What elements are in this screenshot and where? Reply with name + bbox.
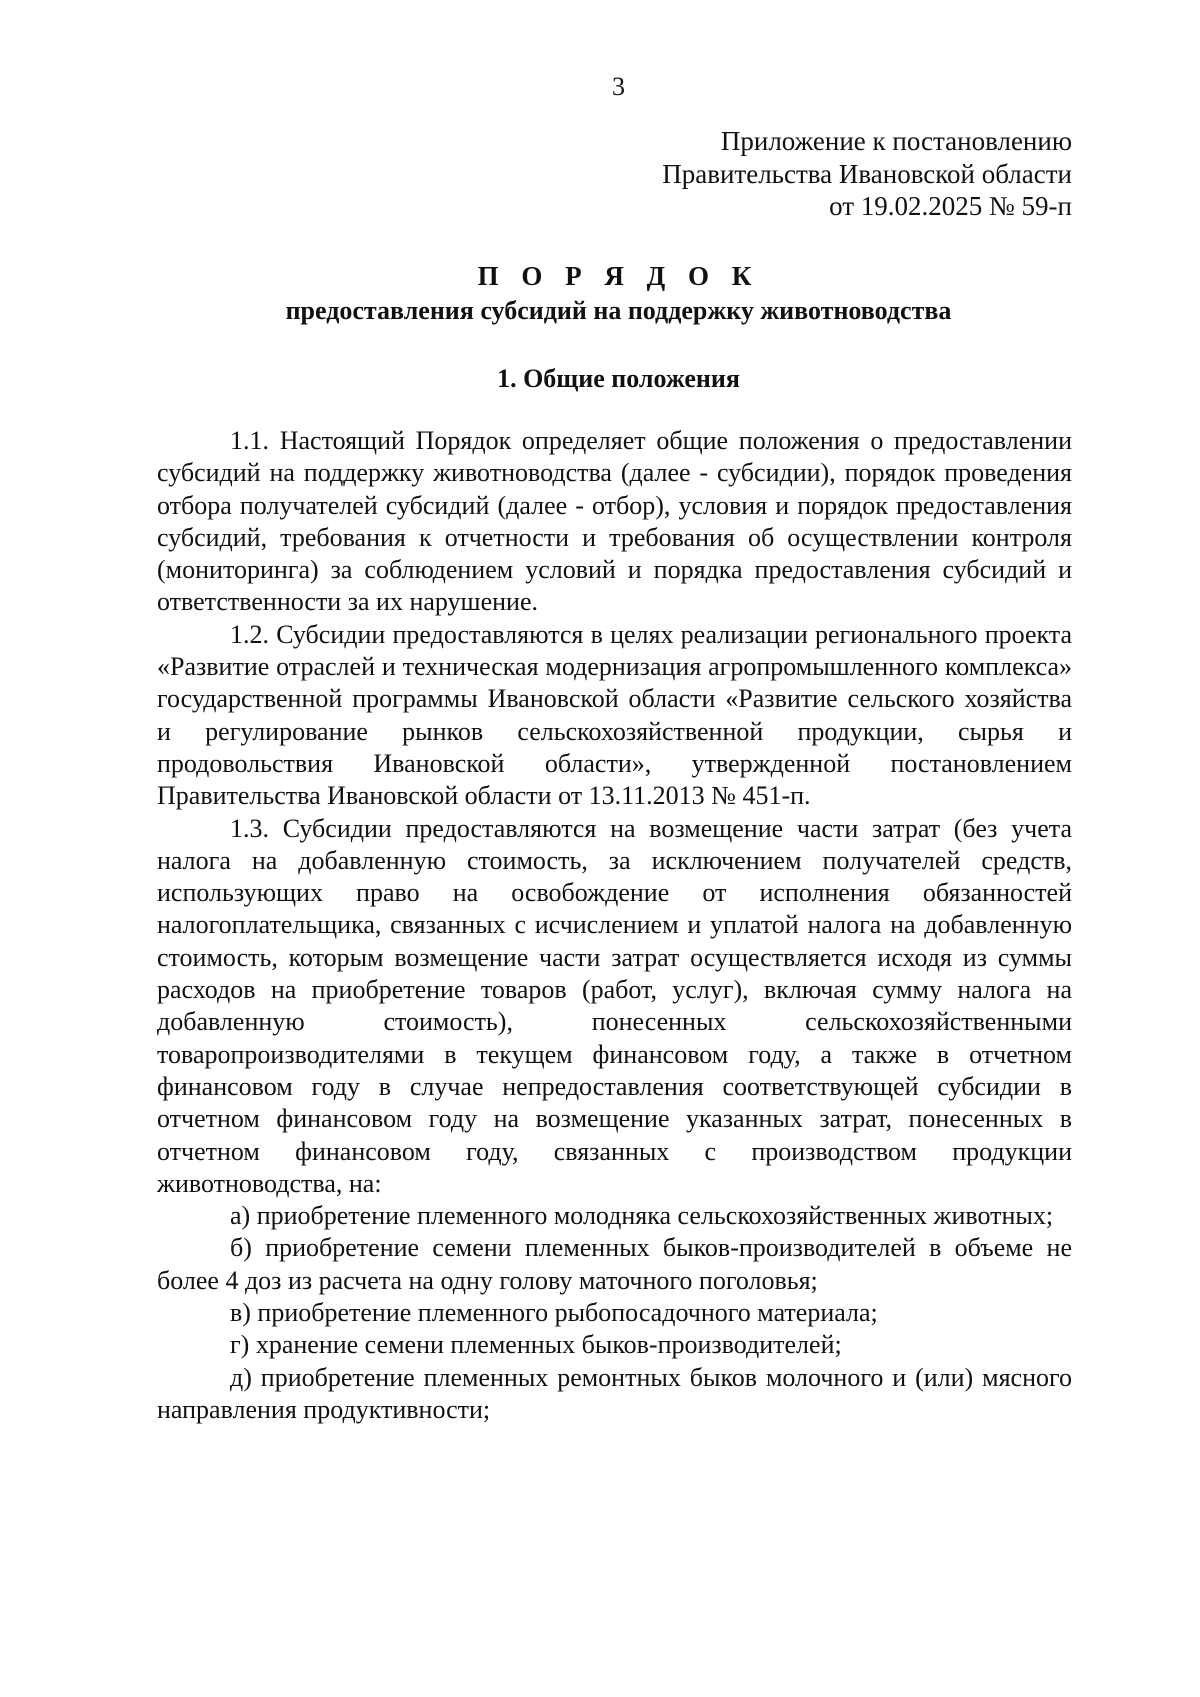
section-heading: 1. Общие положения (497, 364, 740, 393)
appendix-reference (662, 125, 1072, 223)
paragraph-1-2: 1.2. Субсидии предоставляются в целях реализации регионального проекта «Развитие отраслей и техническая модернизация агропромышленного комплекса» государственной программы Ивановской области «Развитие сельского хозяйства и регулирование рынков сельскохозяйственной продукции, сырья и продовольствия Ивановской области», утвержденной постановлением Правительства Ивановской области от 13.11.2013 № 451-п. (157, 619, 1072, 811)
paragraph-1-3: 1.3. Субсидии предоставляются на возмещение части затрат (без учета налога на добавленную стоимость, за исключением получателей средств, использующих право на освобождение от исполнения обязанностей налогоплательщика, связанных с исчислением и уплатой налога на добавленную стоимость, которым возмещение части затрат осуществляется исходя из суммы расходов на приобретение товаров (работ, услуг), включая сумму налога на добавленную стоимость), понесенных сельскохозяйственными товаропроизводителями в текущем финансовом году, а также в отчетном финансовом году в случае непредоставления соответствующей субсидии в отчетном финансовом году на возмещение указанных затрат, понесенных в отчетном финансовом году, связанных с производством продукции животноводства, на: (157, 813, 1072, 1198)
page-number: 3 (612, 72, 625, 101)
appendix-line-2: Правительства Ивановской области (662, 158, 1072, 189)
appendix-line-1: Приложение к постановлению (720, 126, 1072, 156)
list-item-v: в) приобретение племенного рыбопосадочного материала; (230, 1298, 878, 1328)
list-item-d: д) приобретение племенных ремонтных быков молочного и (или) мясного направления продуктивности; (157, 1362, 1072, 1424)
document-title: П О Р Я Д О К (477, 261, 760, 291)
document-subtitle: предоставления субсидий на поддержку животноводства (285, 296, 952, 325)
list-item-g: г) хранение семени племенных быков-производителей; (230, 1330, 842, 1360)
list-item-a: а) приобретение племенного молодняка сельскохозяйственных животных; (230, 1201, 1054, 1231)
paragraph-1-1: 1.1. Настоящий Порядок определяет общие положения о предоставлении субсидий на поддержку животноводства (далее - субсидии), порядок проведения отбора получателей субсидий (далее - отбор), условия и порядок предоставления субсидий, требования к отчетности и требования об осуществлении контроля (мониторинга) за соблюдением условий и порядка предоставления субсидий и ответственности за их нарушение. (157, 426, 1072, 617)
list-item-b: б) приобретение семени племенных быков-производителей в объеме не более 4 доз из расчета на одну голову маточного поголовья; (157, 1233, 1072, 1295)
document-body (157, 425, 1072, 1426)
appendix-line-3: от 19.02.2025 № 59-п (829, 191, 1072, 221)
